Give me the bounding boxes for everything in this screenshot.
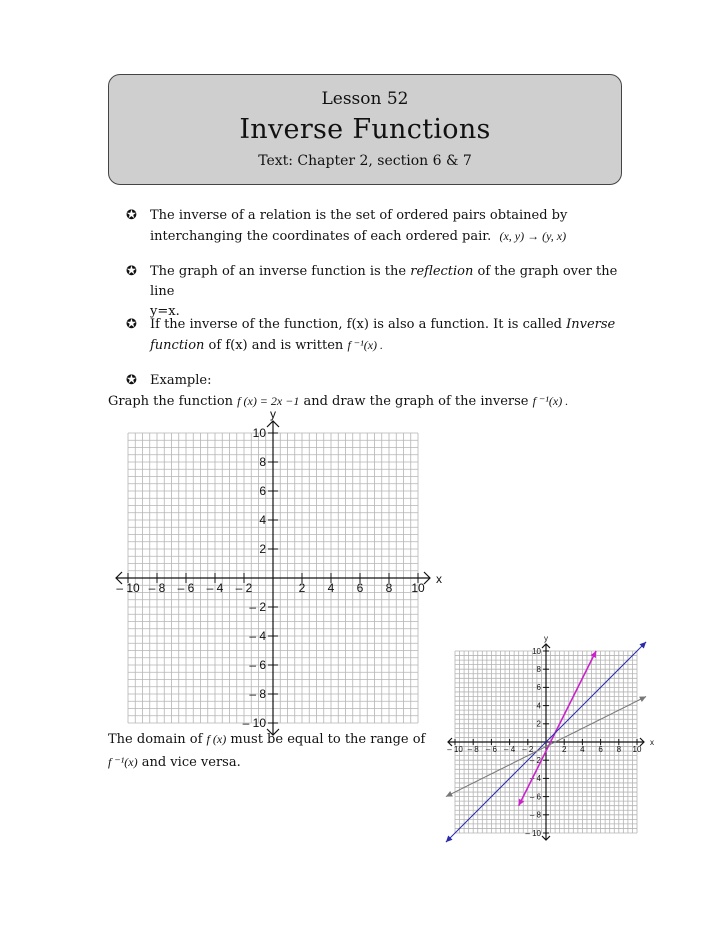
x-tick-label: 4: [580, 745, 585, 754]
x-tick-label: 6: [598, 745, 603, 754]
x-tick-label: 6: [356, 581, 364, 595]
y-tick-label: – 6: [529, 792, 541, 802]
y-tick-label: 2: [259, 542, 266, 557]
star-bullet-icon: ✪: [126, 373, 137, 388]
x-tick-label: 8: [616, 745, 622, 754]
x-tick-label: – 8: [148, 581, 166, 595]
x-tick-label: 4: [327, 581, 335, 595]
x-tick-label: – 6: [177, 581, 195, 595]
bullet-reflection: ✪ The graph of an inverse function is the reflection of the graph over the line y=x.: [126, 264, 618, 319]
x-tick-label: – 4: [504, 745, 516, 754]
ordered-pair-swap: (x, y) → (y, x): [499, 229, 567, 243]
y-tick-label: – 2: [249, 600, 266, 615]
y-tick-label: – 8: [529, 810, 541, 820]
x-tick-label: – 10: [447, 745, 463, 754]
y-tick-label: 4: [536, 701, 541, 711]
x-axis-label: x: [436, 571, 442, 586]
inverse-notation: f ⁻¹(x) .: [347, 338, 384, 352]
lesson-number: Lesson 52: [321, 89, 409, 109]
x-tick-label: 2: [561, 745, 567, 754]
y-tick-label: 2: [536, 719, 541, 729]
x-tick-label: – 4: [206, 581, 224, 595]
bullet-example: ✪ Example:: [126, 371, 646, 391]
y-tick-label: 6: [536, 683, 541, 693]
x-tick-label: – 8: [467, 745, 479, 754]
x-tick-label: 8: [385, 581, 393, 595]
bullet-inverse-relation: ✪ The inverse of a relation is the set of ordered pairs obtained by interchanging the coordinates of each ordered pair. (x, y) → (y, x): [126, 208, 568, 244]
x-tick-label: 10: [411, 581, 425, 595]
x-tick-label: – 6: [485, 745, 497, 754]
y-tick-label: 6: [259, 484, 266, 499]
star-bullet-icon: ✪: [126, 264, 137, 279]
example-instruction: Graph the function f (x) = 2x −1 and draw the graph of the inverse f ⁻¹(x) .: [108, 394, 569, 409]
y-tick-label: – 2: [529, 756, 541, 765]
text-reference: Text: Chapter 2, section 6 & 7: [258, 153, 472, 169]
y-tick-label: – 8: [249, 687, 266, 702]
y-tick-label: – 4: [249, 629, 266, 644]
y-tick-label: – 6: [249, 658, 266, 673]
y-tick-label: – 4: [529, 774, 541, 784]
lesson-header: [108, 74, 622, 185]
domain-note-line2: f ⁻¹(x) and vice versa.: [108, 755, 241, 770]
bullet-inverse-function: ✪ If the inverse of the function, f(x) is also a function. It is called Inverse function of f(x) and is written f ⁻¹(x) .: [126, 317, 616, 353]
page-title: Inverse Functions: [239, 114, 491, 145]
inverse-function-graph: [424, 634, 668, 842]
x-tick-label: 10: [632, 745, 642, 754]
empty-coordinate-grid: [106, 407, 446, 731]
star-bullet-icon: ✪: [126, 208, 137, 223]
y-axis-label: y: [544, 634, 548, 643]
x-tick-label: 2: [298, 581, 306, 595]
y-tick-label: 4: [259, 513, 266, 528]
y-axis-label: y: [270, 407, 276, 421]
y-tick-label: 8: [259, 455, 266, 470]
y-tick-label: 10: [252, 426, 266, 441]
x-tick-label: – 2: [235, 581, 253, 595]
star-bullet-icon: ✪: [126, 317, 137, 332]
y-tick-label: – 10: [242, 716, 266, 731]
x-axis-label: x: [650, 738, 654, 748]
y-tick-label: 10: [532, 646, 541, 656]
y-tick-label: 8: [536, 665, 541, 674]
x-tick-label: – 2: [522, 745, 534, 754]
x-tick-label: – 10: [116, 581, 140, 595]
y-tick-label: – 10: [525, 828, 541, 838]
domain-note-line1: The domain of f (x) must be equal to the range of: [108, 732, 426, 747]
